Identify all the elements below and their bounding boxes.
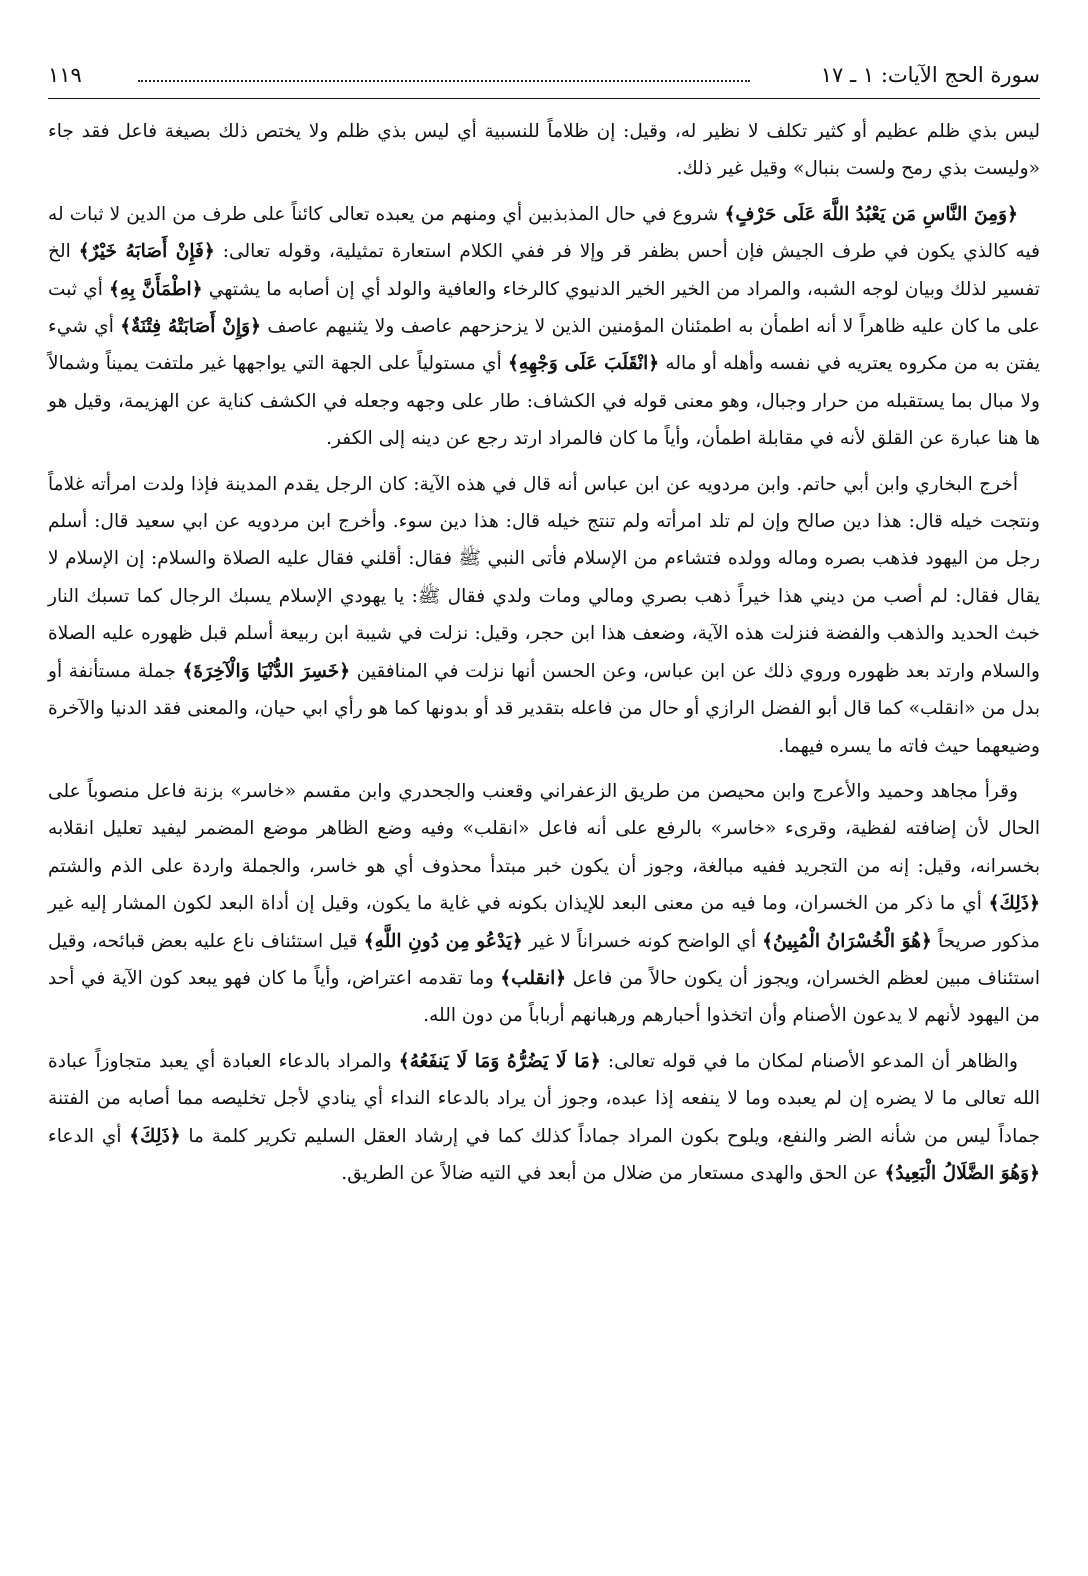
quran-verse: ﴿يَدْعُو مِن دُونِ اللَّهِ﴾: [363, 930, 523, 952]
text-run: أي مستولياً على الجهة التي يواجهها غير ملتفت يميناً وشمالاً ولا مبال بما يستقبله من حرار وجبال، وهو معنى قوله في الكشاف: طار على وجهه وجعله في الكشف كناية عن الهزيمة، وقيل هو ها هنا عبارة عن القلق لأنه في مقابلة اطمأن، وأياً ما كان فالمراد ارتد رجع عن دينه إلى الكفر.: [48, 353, 1040, 450]
quran-verse: ﴿وَهُوَ الضَّلَالُ الْبَعِيدُ﴾: [884, 1162, 1040, 1184]
paragraph: [48, 773, 1040, 1035]
text-run: وقرأ مجاهد وحميد والأعرج وابن محيصن من طريق الزعفراني وقعنب والجحدري وابن مقسم «خاسر» بزنة فاعل منصوباً على الحال لأن إضافته لفظية، وقرىء «خاسر» بالرفع على أنه فاعل «انقلب» وفيه وضع الظاهر موضع المضمر ليفيد تعليل انقلابه بخسرانه، وقيل: إنه من التجريد ففيه مبالغة، وجوز أن يكون خبر مبتدأ محذوف أي هو خاسر، والجملة واردة على الذم والشتم: [48, 780, 1040, 877]
text-run: والمراد بالدعاء العبادة أي يعبد متجاوزاً عبادة الله تعالى ما لا يضره إن لم يعبده وما لا ينفعه إذا عبده، وجوز أن يراد بالدعاء النداء أي ينادي لأجل تخليصه مما أصابه من الفتنة جماداً ليس من شأنه الضر والنفع، ويلوح بكون المراد جماداً كذلك كما في إرشاد العقل السليم تكرير كلمة ما: [48, 1050, 1040, 1147]
text-run: أي شيء يفتن به من مكروه يعتريه في نفسه وأهله أو ماله: [48, 316, 1040, 375]
quran-verse: ﴿اطْمَأَنَّ بِهِ﴾: [108, 278, 203, 300]
quran-verse: ﴿فَإِنْ أَصَابَهُ خَيْرٌ﴾: [78, 241, 215, 263]
text-run: جملة مستأنفة أو بدل من «انقلب» كما قال أبو الفضل الرازي أو حال من فاعله بتقدير قد أو بدونها كما هو رأي ابي حيان، والمعنى فقد الدنيا والآخرة وضيعهما حيث فاته ما يسره فيهما.: [48, 660, 1040, 757]
quran-verse: ﴿هُوَ الْخُسْرَانُ الْمُبِينُ﴾: [762, 930, 932, 952]
quran-verse: ﴿ذَلِكَ﴾: [129, 1125, 181, 1147]
text-run: أي الواضح كونه خسراناً لا غير: [522, 930, 763, 952]
quran-verse: ﴿خَسِرَ الدُّنْيَا وَالْآخِرَةَ﴾: [182, 660, 351, 682]
text-run: الخ تفسير لذلك وبيان لوجه الشبه، والمراد من الخير الخير الدنيوي كالرخاء والعافية والولد أي إن أصابه ما يشتهي: [48, 241, 1040, 300]
leader-dots: [138, 80, 750, 82]
text-run: قيل استئناف ناع عليه بعض قبائحه، وقيل استئناف مبين لعظم الخسران، ويجوز أن يكون حالاً من فاعل: [48, 930, 1040, 989]
paragraph: [48, 466, 1040, 765]
text-run: عن الحق والهدى مستعار من ضلال من أبعد في التيه ضالاً عن الطريق.: [341, 1162, 885, 1184]
quran-verse: ﴿انقلب﴾: [500, 967, 567, 989]
paragraph: [48, 196, 1040, 458]
quran-verse: ﴿وَمِنَ النَّاسِ مَن يَعْبُدُ اللَّهَ عَلَى حَرْفٍ﴾: [724, 203, 1019, 225]
commentary-body: [48, 113, 1040, 1192]
text-run: ليس بذي ظلم عظيم أو كثير تكلف لا نظير له، وقيل: إن ظلاماً للنسبية أي ليس بذي ظلم ولا يختص ذلك بصيغة فاعل فقد جاء «وليست بذي رمح ولست بنبال» وقيل غير ذلك.: [48, 121, 1040, 180]
paragraph: [48, 113, 1040, 188]
text-run: أي ثبت على ما كان عليه ظاهراً لا أنه اطمأن به اطمئنان المؤمنين الذين لا يزحزحهم عاصف ولا يثنيهم عاصف: [48, 278, 1040, 338]
running-header: [48, 56, 1040, 94]
header-rule: [48, 98, 1040, 99]
quran-verse: ﴿مَا لَا يَضُرُّهُ وَمَا لَا يَنفَعُهُ﴾: [398, 1050, 601, 1072]
quran-verse: ﴿ذَلِكَ﴾: [988, 893, 1040, 915]
surah-heading: سورة الحج الآيات: ١ ـ ١٧: [820, 63, 1040, 87]
text-run: والظاهر أن المدعو الأصنام لمكان ما في قوله تعالى:: [600, 1050, 1018, 1072]
paragraph: [48, 1043, 1040, 1193]
text-run: شروع في حال المذبذبين أي ومنهم من يعبده تعالى كائناً على طرف من الدين لا ثبات له فيه كالذي يكون في طرف الجيش فإن أحس بظفر قر وإلا فر ففي الكلام استعارة تمثيلية، وقوله تعالى:: [48, 203, 1040, 263]
page-number: ١١٩: [48, 63, 82, 87]
text-run: وما تقدمه اعتراض، وأياً ما كان فهو يبعد كون الآية في أحد من اليهود لأنهم لا يدعون الأصنام وأن اتخذوا أحبارهم ورهبانهم أرباباً من دون الله.: [48, 967, 1040, 1027]
book-page: [48, 56, 1040, 1536]
text-run: أي ما ذكر من الخسران، وما فيه من معنى البعد للإيذان بكونه في غاية ما يكون، وقيل إن أداة البعد لكون المشار إليه غير مذكور صريحاً: [48, 893, 1040, 952]
text-run: أي الدعاء: [48, 1125, 130, 1147]
text-run: أخرج البخاري وابن أبي حاتم. وابن مردويه عن ابن عباس أنه قال في هذه الآية: كان الرجل يقدم المدينة فإذا ولدت امرأته غلاماً ونتجت خيله قال: هذا دين صالح وإن لم تلد امرأته ولم تنتج خيله قال: هذا دين سوء. وأخرج ابن مردويه عن ابي سعيد قال: أسلم رجل من اليهود فذهب بصره وماله وولده فتشاءم من الإسلام فأتى النبي ﷺ فقال: أقلني فقال عليه الصلاة والسلام: إن الإسلام لا يقال فقال: لم أصب من ديني هذا خيراً ذهب بصري ومالي ومات ولدي فقال ﷺ: يا يهودي الإسلام يسبك الرجال كما تسبك النار خبث الحديد والذهب والفضة فنزلت هذه الآية، وضعف هذا ابن حجر، وقيل: نزلت في شيبة ابن ربيعة أسلم قبل ظهوره عليه الصلاة والسلام وارتد بعد ظهوره وروي ذلك عن ابن عباس، وعن الحسن أنها نزلت في المنافقين: [48, 473, 1040, 682]
quran-verse: ﴿انْقَلَبَ عَلَى وَجْهِهِ﴾: [507, 353, 660, 375]
quran-verse: ﴿وَإِنْ أَصَابَتْهُ فِتْنَةٌ﴾: [120, 316, 261, 338]
